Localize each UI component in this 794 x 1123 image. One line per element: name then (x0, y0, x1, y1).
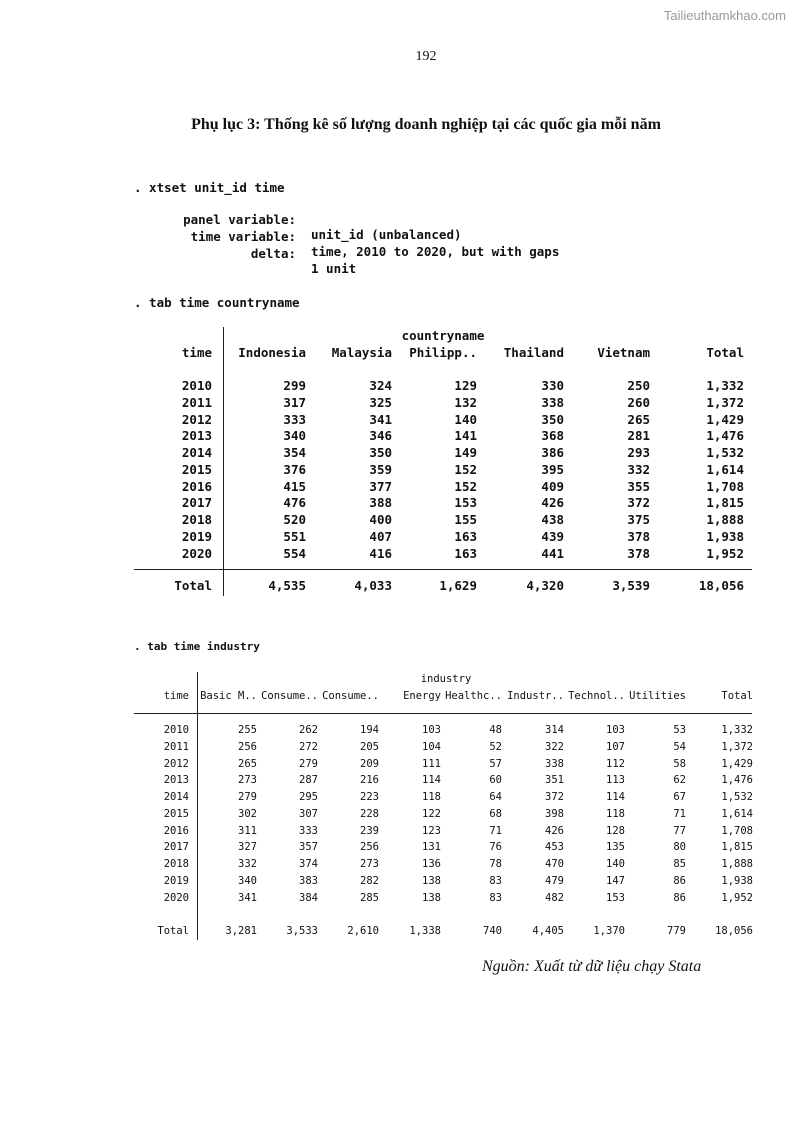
column-header: Consume.. (261, 690, 318, 702)
total-cell: 4,320 (526, 578, 564, 593)
column-header: Utilities (629, 690, 686, 702)
table-cell: 330 (541, 378, 564, 393)
total-cell: 4,405 (532, 925, 564, 937)
table-cell: 60 (489, 774, 502, 787)
table-cell: 357 (299, 841, 318, 854)
xtset-value: 1 unit (311, 261, 357, 276)
vertical-rule (223, 327, 224, 596)
table-cell: 1,938 (721, 874, 753, 887)
group-label: countryname (401, 328, 485, 343)
table-cell: 265 (238, 757, 257, 770)
table-cell: 113 (606, 774, 625, 787)
table-cell: 354 (283, 445, 306, 460)
total-cell: 1,370 (593, 925, 625, 937)
row-label: 2017 (181, 495, 212, 511)
row-label: 2016 (163, 824, 189, 837)
xtset-row (0, 231, 794, 291)
table-cell: 262 (299, 724, 318, 736)
table-cell: 416 (369, 545, 392, 561)
row-label: 2016 (181, 478, 212, 494)
table-cell: 551 (283, 528, 306, 544)
column-header: Technol.. (568, 690, 625, 702)
column-header: Healthc.. (445, 690, 502, 702)
table-cell: 453 (545, 841, 564, 854)
column-header: Malaysia (331, 345, 392, 360)
table-cell: 333 (283, 411, 306, 427)
column-header: Total (721, 690, 753, 702)
table-cell: 376 (283, 461, 306, 477)
total-cell: 4,033 (354, 578, 392, 593)
table-cell: 299 (283, 378, 306, 393)
table-cell: 223 (360, 791, 379, 803)
table-cell: 285 (360, 891, 379, 904)
table-cell: 302 (238, 807, 257, 820)
xtset-label: panel variable: (183, 212, 296, 227)
table-cell: 426 (541, 495, 564, 511)
table-cell: 86 (673, 874, 686, 887)
table-cell: 293 (627, 445, 650, 460)
table-cell: 255 (238, 724, 257, 736)
table-cell: 129 (454, 378, 477, 393)
table-cell: 415 (283, 478, 306, 494)
table-cell: 279 (238, 791, 257, 803)
table-cell: 476 (283, 495, 306, 511)
total-label: Total (174, 578, 212, 593)
table-cell: 368 (541, 428, 564, 444)
row-label: 2014 (163, 791, 189, 803)
table-cell: 1,952 (721, 891, 753, 904)
table-cell: 104 (422, 740, 441, 753)
table-cell: 132 (454, 394, 477, 410)
table-cell: 140 (606, 858, 625, 870)
table-cell: 383 (299, 874, 318, 887)
table-cell: 111 (422, 757, 441, 770)
table-cell: 78 (489, 858, 502, 870)
column-header: Thailand (503, 345, 564, 360)
table-cell: 152 (454, 461, 477, 477)
table-cell: 114 (422, 774, 441, 787)
table-cell: 112 (606, 757, 625, 770)
table-cell: 439 (541, 528, 564, 544)
total-cell: 18,056 (698, 578, 744, 593)
table-cell: 58 (673, 757, 686, 770)
table-cell: 1,372 (706, 394, 744, 410)
table-cell: 426 (545, 824, 564, 837)
table-cell: 1,938 (706, 528, 744, 544)
group-label: industry (420, 673, 472, 685)
table-cell: 1,815 (721, 841, 753, 854)
table-cell: 346 (369, 428, 392, 444)
table-cell: 400 (369, 512, 392, 527)
watermark: Tailieuthamkhao.com (663, 8, 786, 23)
page-number: 192 (415, 49, 437, 64)
column-header: Basic M.. (200, 690, 257, 702)
table-cell: 333 (299, 824, 318, 837)
table-cell: 260 (627, 394, 650, 410)
table-cell: 482 (545, 891, 564, 904)
row-label: 2020 (181, 545, 212, 561)
table-cell: 1,532 (721, 791, 753, 803)
horizontal-rule (134, 713, 752, 714)
table-cell: 311 (238, 824, 257, 837)
tab-country-command: . tab time countryname (134, 295, 300, 310)
table-cell: 153 (606, 891, 625, 904)
table-cell: 1,476 (706, 428, 744, 444)
table-cell: 205 (360, 740, 379, 753)
table-cell: 57 (489, 757, 502, 770)
table-cell: 479 (545, 874, 564, 887)
table-cell: 163 (454, 545, 477, 561)
table-cell: 273 (360, 858, 379, 870)
table-cell: 68 (489, 807, 502, 820)
total-cell: 1,629 (439, 578, 477, 593)
table-cell: 1,888 (706, 512, 744, 527)
table-cell: 54 (673, 740, 686, 753)
table-cell: 378 (627, 528, 650, 544)
row-label: 2010 (181, 378, 212, 393)
table-cell: 155 (454, 512, 477, 527)
table-cell: 295 (299, 791, 318, 803)
xtset-value: unit_id (unbalanced) (311, 227, 462, 242)
table-cell: 1,372 (721, 740, 753, 753)
table-cell: 350 (369, 445, 392, 460)
row-label: 2013 (163, 774, 189, 787)
column-header: Total (706, 345, 744, 360)
table-cell: 340 (238, 874, 257, 887)
table-cell: 398 (545, 807, 564, 820)
table-cell: 194 (360, 724, 379, 736)
table-cell: 341 (238, 891, 257, 904)
total-cell: 740 (483, 925, 502, 937)
table-cell: 239 (360, 824, 379, 837)
xtset-value: time, 2010 to 2020, but with gaps (311, 244, 560, 259)
table-cell: 378 (627, 545, 650, 561)
table-cell: 256 (360, 841, 379, 854)
table-cell: 325 (369, 394, 392, 410)
table-cell: 103 (606, 724, 625, 736)
table-cell: 86 (673, 891, 686, 904)
table-cell: 1,708 (706, 478, 744, 494)
table-cell: 140 (454, 411, 477, 427)
table-cell: 1,429 (706, 411, 744, 427)
table-cell: 377 (369, 478, 392, 494)
row-label: 2020 (163, 891, 189, 904)
table-cell: 287 (299, 774, 318, 787)
table-cell: 1,429 (721, 757, 753, 770)
total-cell: 3,539 (612, 578, 650, 593)
total-cell: 3,281 (225, 925, 257, 937)
table-cell: 350 (541, 411, 564, 427)
table-cell: 77 (673, 824, 686, 837)
table-cell: 374 (299, 858, 318, 870)
row-label: 2015 (181, 461, 212, 477)
table-cell: 53 (673, 724, 686, 736)
table-cell: 372 (627, 495, 650, 511)
total-cell: 2,610 (347, 925, 379, 937)
table-cell: 131 (422, 841, 441, 854)
table-cell: 327 (238, 841, 257, 854)
row-label: 2014 (181, 445, 212, 460)
column-header: Indonesia (238, 345, 306, 360)
row-label: 2013 (181, 428, 212, 444)
table-cell: 71 (489, 824, 502, 837)
table-cell: 67 (673, 791, 686, 803)
table-cell: 265 (627, 411, 650, 427)
table-cell: 1,476 (721, 774, 753, 787)
table-cell: 83 (489, 891, 502, 904)
table-cell: 122 (422, 807, 441, 820)
row-label: 2012 (181, 411, 212, 427)
row-label: 2015 (163, 807, 189, 820)
table-cell: 1,332 (721, 724, 753, 736)
source-note: Nguồn: Xuất từ dữ liệu chạy Stata (482, 958, 702, 975)
table-cell: 64 (489, 791, 502, 803)
table-cell: 338 (545, 757, 564, 770)
table-cell: 1,332 (706, 378, 744, 393)
table-cell: 273 (238, 774, 257, 787)
table-cell: 520 (283, 512, 306, 527)
table-cell: 118 (422, 791, 441, 803)
table-cell: 282 (360, 874, 379, 887)
row-header: time (181, 345, 212, 360)
column-header: Energy (403, 690, 441, 702)
table-cell: 83 (489, 874, 502, 887)
total-cell: 3,533 (286, 925, 318, 937)
total-cell: 1,338 (409, 925, 441, 937)
table-cell: 153 (454, 495, 477, 511)
table-cell: 114 (606, 791, 625, 803)
table-cell: 384 (299, 891, 318, 904)
row-label: 2017 (163, 841, 189, 854)
row-label: 2011 (181, 394, 212, 410)
table-cell: 228 (360, 807, 379, 820)
table-cell: 52 (489, 740, 502, 753)
table-cell: 351 (545, 774, 564, 787)
table-cell: 470 (545, 858, 564, 870)
table-cell: 149 (454, 445, 477, 460)
table-cell: 386 (541, 445, 564, 460)
table-cell: 118 (606, 807, 625, 820)
row-label: 2012 (163, 757, 189, 770)
table-cell: 375 (627, 512, 650, 527)
table-cell: 141 (454, 428, 477, 444)
horizontal-rule (134, 569, 752, 570)
table-cell: 135 (606, 841, 625, 854)
table-cell: 388 (369, 495, 392, 511)
xtset-label: time variable: (190, 229, 296, 244)
table-cell: 128 (606, 824, 625, 837)
table-cell: 279 (299, 757, 318, 770)
page-title: Phụ lục 3: Thống kê số lượng doanh nghiệp tại các quốc gia mỗi năm (191, 116, 661, 133)
table-cell: 324 (369, 378, 392, 393)
table-cell: 136 (422, 858, 441, 870)
table-cell: 340 (283, 428, 306, 444)
table-cell: 256 (238, 740, 257, 753)
xtset-label: delta: (250, 246, 296, 261)
table-cell: 372 (545, 791, 564, 803)
total-cell: 779 (667, 925, 686, 937)
table-cell: 395 (541, 461, 564, 477)
table-cell: 1,614 (706, 461, 744, 477)
row-label: 2018 (163, 858, 189, 870)
table-cell: 355 (627, 478, 650, 494)
column-header: Philipp.. (409, 345, 477, 360)
table-cell: 332 (627, 461, 650, 477)
table-cell: 359 (369, 461, 392, 477)
tab-industry-command: . tab time industry (134, 640, 260, 653)
table-cell: 48 (489, 724, 502, 736)
table-cell: 1,708 (721, 824, 753, 837)
table-cell: 76 (489, 841, 502, 854)
table-cell: 138 (422, 891, 441, 904)
table-cell: 272 (299, 740, 318, 753)
table-cell: 281 (627, 428, 650, 444)
table-cell: 62 (673, 774, 686, 787)
row-header: time (163, 690, 189, 702)
table-cell: 147 (606, 874, 625, 887)
table-cell: 163 (454, 528, 477, 544)
table-cell: 1,532 (706, 445, 744, 460)
table-cell: 209 (360, 757, 379, 770)
total-cell: 18,056 (715, 925, 753, 937)
table-cell: 409 (541, 478, 564, 494)
row-label: 2011 (163, 740, 189, 753)
table-cell: 341 (369, 411, 392, 427)
row-label: 2018 (181, 512, 212, 527)
table-cell: 1,614 (721, 807, 753, 820)
table-cell: 152 (454, 478, 477, 494)
total-label: Total (157, 925, 189, 937)
row-label: 2019 (163, 874, 189, 887)
table-cell: 554 (283, 545, 306, 561)
table-cell: 332 (238, 858, 257, 870)
table-cell: 71 (673, 807, 686, 820)
table-cell: 407 (369, 528, 392, 544)
table-cell: 107 (606, 740, 625, 753)
column-header: Industr.. (507, 690, 564, 702)
table-cell: 1,815 (706, 495, 744, 511)
row-label: 2010 (163, 724, 189, 736)
table-cell: 250 (627, 378, 650, 393)
table-cell: 307 (299, 807, 318, 820)
total-cell: 4,535 (268, 578, 306, 593)
table-cell: 314 (545, 724, 564, 736)
table-cell: 1,888 (721, 858, 753, 870)
table-cell: 123 (422, 824, 441, 837)
table-cell: 317 (283, 394, 306, 410)
table-cell: 103 (422, 724, 441, 736)
table-cell: 338 (541, 394, 564, 410)
table-cell: 138 (422, 874, 441, 887)
xtset-command: . xtset unit_id time (134, 180, 285, 195)
table-cell: 322 (545, 740, 564, 753)
column-header: Vietnam (597, 345, 650, 360)
table-cell: 438 (541, 512, 564, 527)
table-cell: 441 (541, 545, 564, 561)
row-label: 2019 (181, 528, 212, 544)
column-header: Consume.. (322, 690, 379, 702)
table-cell: 1,952 (706, 545, 744, 561)
table-cell: 85 (673, 858, 686, 870)
table-cell: 80 (673, 841, 686, 854)
table-cell: 216 (360, 774, 379, 787)
